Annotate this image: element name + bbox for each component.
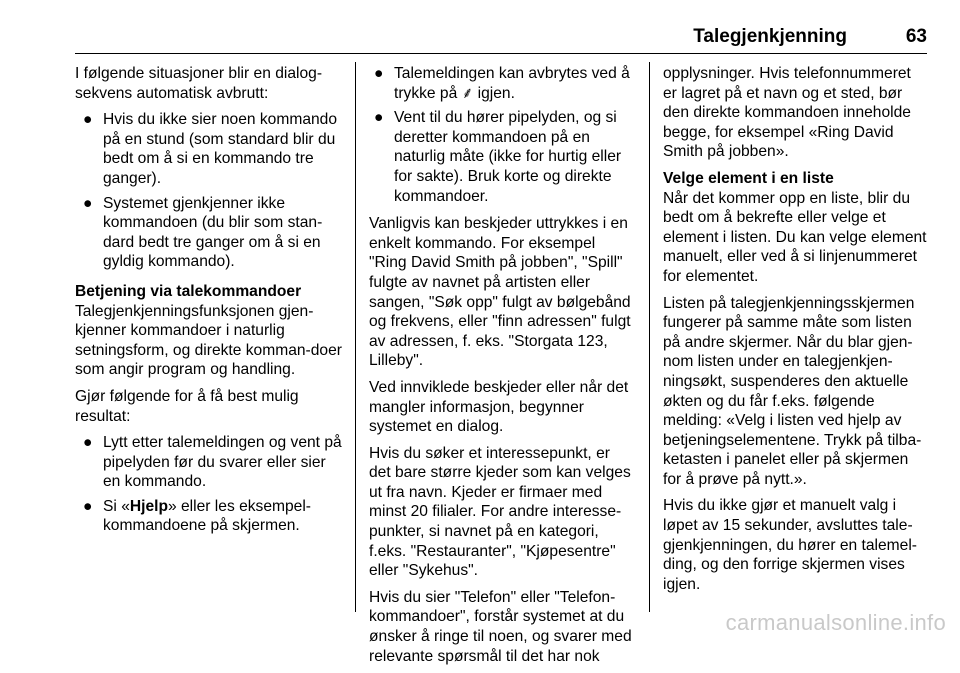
voice-button-icon: ⸙ <box>461 84 474 102</box>
list-item-suffix: igjen. <box>473 84 515 102</box>
paragraph: Hvis du sier "Telefon" eller "Telefon-kommandoer", forstår systemet at du ønsker å ringe til noen, og svarer med relevante spørsmål til det har nok <box>369 588 632 665</box>
bullet-list <box>75 110 347 272</box>
paragraph: opplysninger. Hvis telefonnummeret er lagret på et navn og et sted, bør den direkte kommandoen inneholde begge, for eksempel «Ring David Smith på jobben». <box>663 65 911 161</box>
paragraph: Vanligvis kan beskjeder uttrykkes i en enkelt kommando. For eksempel "Ring David Smith på jobben", "Spill" fulgte av navnet på artisten eller sangen, "Søk opp" fulgt av bølgebånd og frekvens, eller "finn adressen" fulgt av adressen, f. eks. "Storgata 123, Lilleby". <box>369 215 631 370</box>
column-3 <box>663 64 929 601</box>
bullet-icon: ● <box>374 65 384 82</box>
list-item <box>75 194 347 272</box>
bullet-icon: ● <box>83 194 93 212</box>
bullet-list <box>369 64 635 206</box>
list-item-text: Systemet gjenkjenner ikke kommandoen (du blir som stan-dard bedt tre ganger om å si en gyldig kommando). <box>103 194 323 271</box>
column-2 <box>369 64 635 673</box>
page-header <box>75 22 927 52</box>
bullet-icon: ● <box>83 111 93 129</box>
list-item <box>75 110 347 188</box>
list-item <box>369 108 635 206</box>
page-number: 63 <box>905 26 927 47</box>
paragraph: Ved innviklede beskjeder eller når det mangler informasjon, begynner systemet en dialog. <box>369 378 629 436</box>
list-item <box>369 64 635 103</box>
paragraph: Hvis du søker et interessepunkt, er det bare større kjeder som kan velges ut fra navn. Kjeder er firmaer med minst 20 filialer. For andre interesse-punkter, si navnet på en kategori, f.eks. "Restauranter", "Kjøpesentre" eller "Sykehus". <box>369 444 631 580</box>
bullet-icon: ● <box>83 434 93 452</box>
list-item-suffix: » eller les eksempel-kommandoene på skjermen. <box>103 497 312 535</box>
column-divider-2 <box>649 62 650 612</box>
list-item <box>75 433 347 492</box>
paragraph: I følgende situasjoner blir en dialog-sekvens automatisk avbrutt: <box>75 65 323 102</box>
paragraph: Gjør følgende for å få best mulig resultat: <box>75 387 299 425</box>
paragraph: Når det kommer opp en liste, blir du bedt om å bekrefte eller velge et element i listen. Du kan velge element manuelt, eller ved å si linjenummeret for elementet. <box>663 189 927 285</box>
bullet-list <box>75 433 347 536</box>
paragraph: Talegjenkjenningsfunksjonen gjen-kjenner kommandoer i naturlig setningsform, og direkte komman-doer som angir program og handling. <box>75 302 342 379</box>
section-heading: Betjening via talekommandoer <box>75 282 302 300</box>
list-item-text: Hvis du ikke sier noen kommando på en stund (som standard blir du bedt om å si en kommando tre ganger). <box>103 111 338 187</box>
bullet-icon: ● <box>83 497 93 515</box>
paragraph: Hvis du ikke gjør et manuelt valg i løpet av 15 sekunder, avsluttes tale-gjenkjenningen, du hører en talemel-ding, og den forrige skjermen vises igjen. <box>663 497 917 593</box>
section-heading: Velge element i en liste <box>663 169 834 187</box>
list-item-text: Lytt etter talemeldingen og vent på pipelyden før du svarer eller sier en kommando. <box>103 434 342 491</box>
paragraph: Listen på talegjenkjenningsskjermen fungerer på samme måte som listen på andre skjermer. Når du blar gjen-nom listen under en talegjenkjen-ningsøkt, suspenderes den aktuelle økten og du får f.eks. følgende melding: «Velg i listen ved hjelp av betjeningselementene. Trykk på tilba-ketasten i panelet eller på skjermen for å prøve på nytt.». <box>663 294 922 488</box>
list-item-prefix: Talemeldingen kan avbrytes ved å trykke på <box>394 65 630 102</box>
list-item <box>75 497 347 536</box>
header-rule <box>75 53 927 54</box>
watermark: carmanualsonline.info <box>725 610 946 635</box>
list-item-prefix: Si « <box>103 497 130 515</box>
page-title: Talegjenkjenning <box>693 26 847 47</box>
column-divider-1 <box>355 62 356 612</box>
help-keyword: Hjelp <box>129 497 168 515</box>
bullet-icon: ● <box>374 109 384 127</box>
column-1 <box>75 64 347 544</box>
list-item-text: Vent til du hører pipelyden, og si deretter kommandoen på en naturlig måte (ikke for hurtig eller for sakte). Bruk korte og direkte kommandoer. <box>394 109 622 205</box>
